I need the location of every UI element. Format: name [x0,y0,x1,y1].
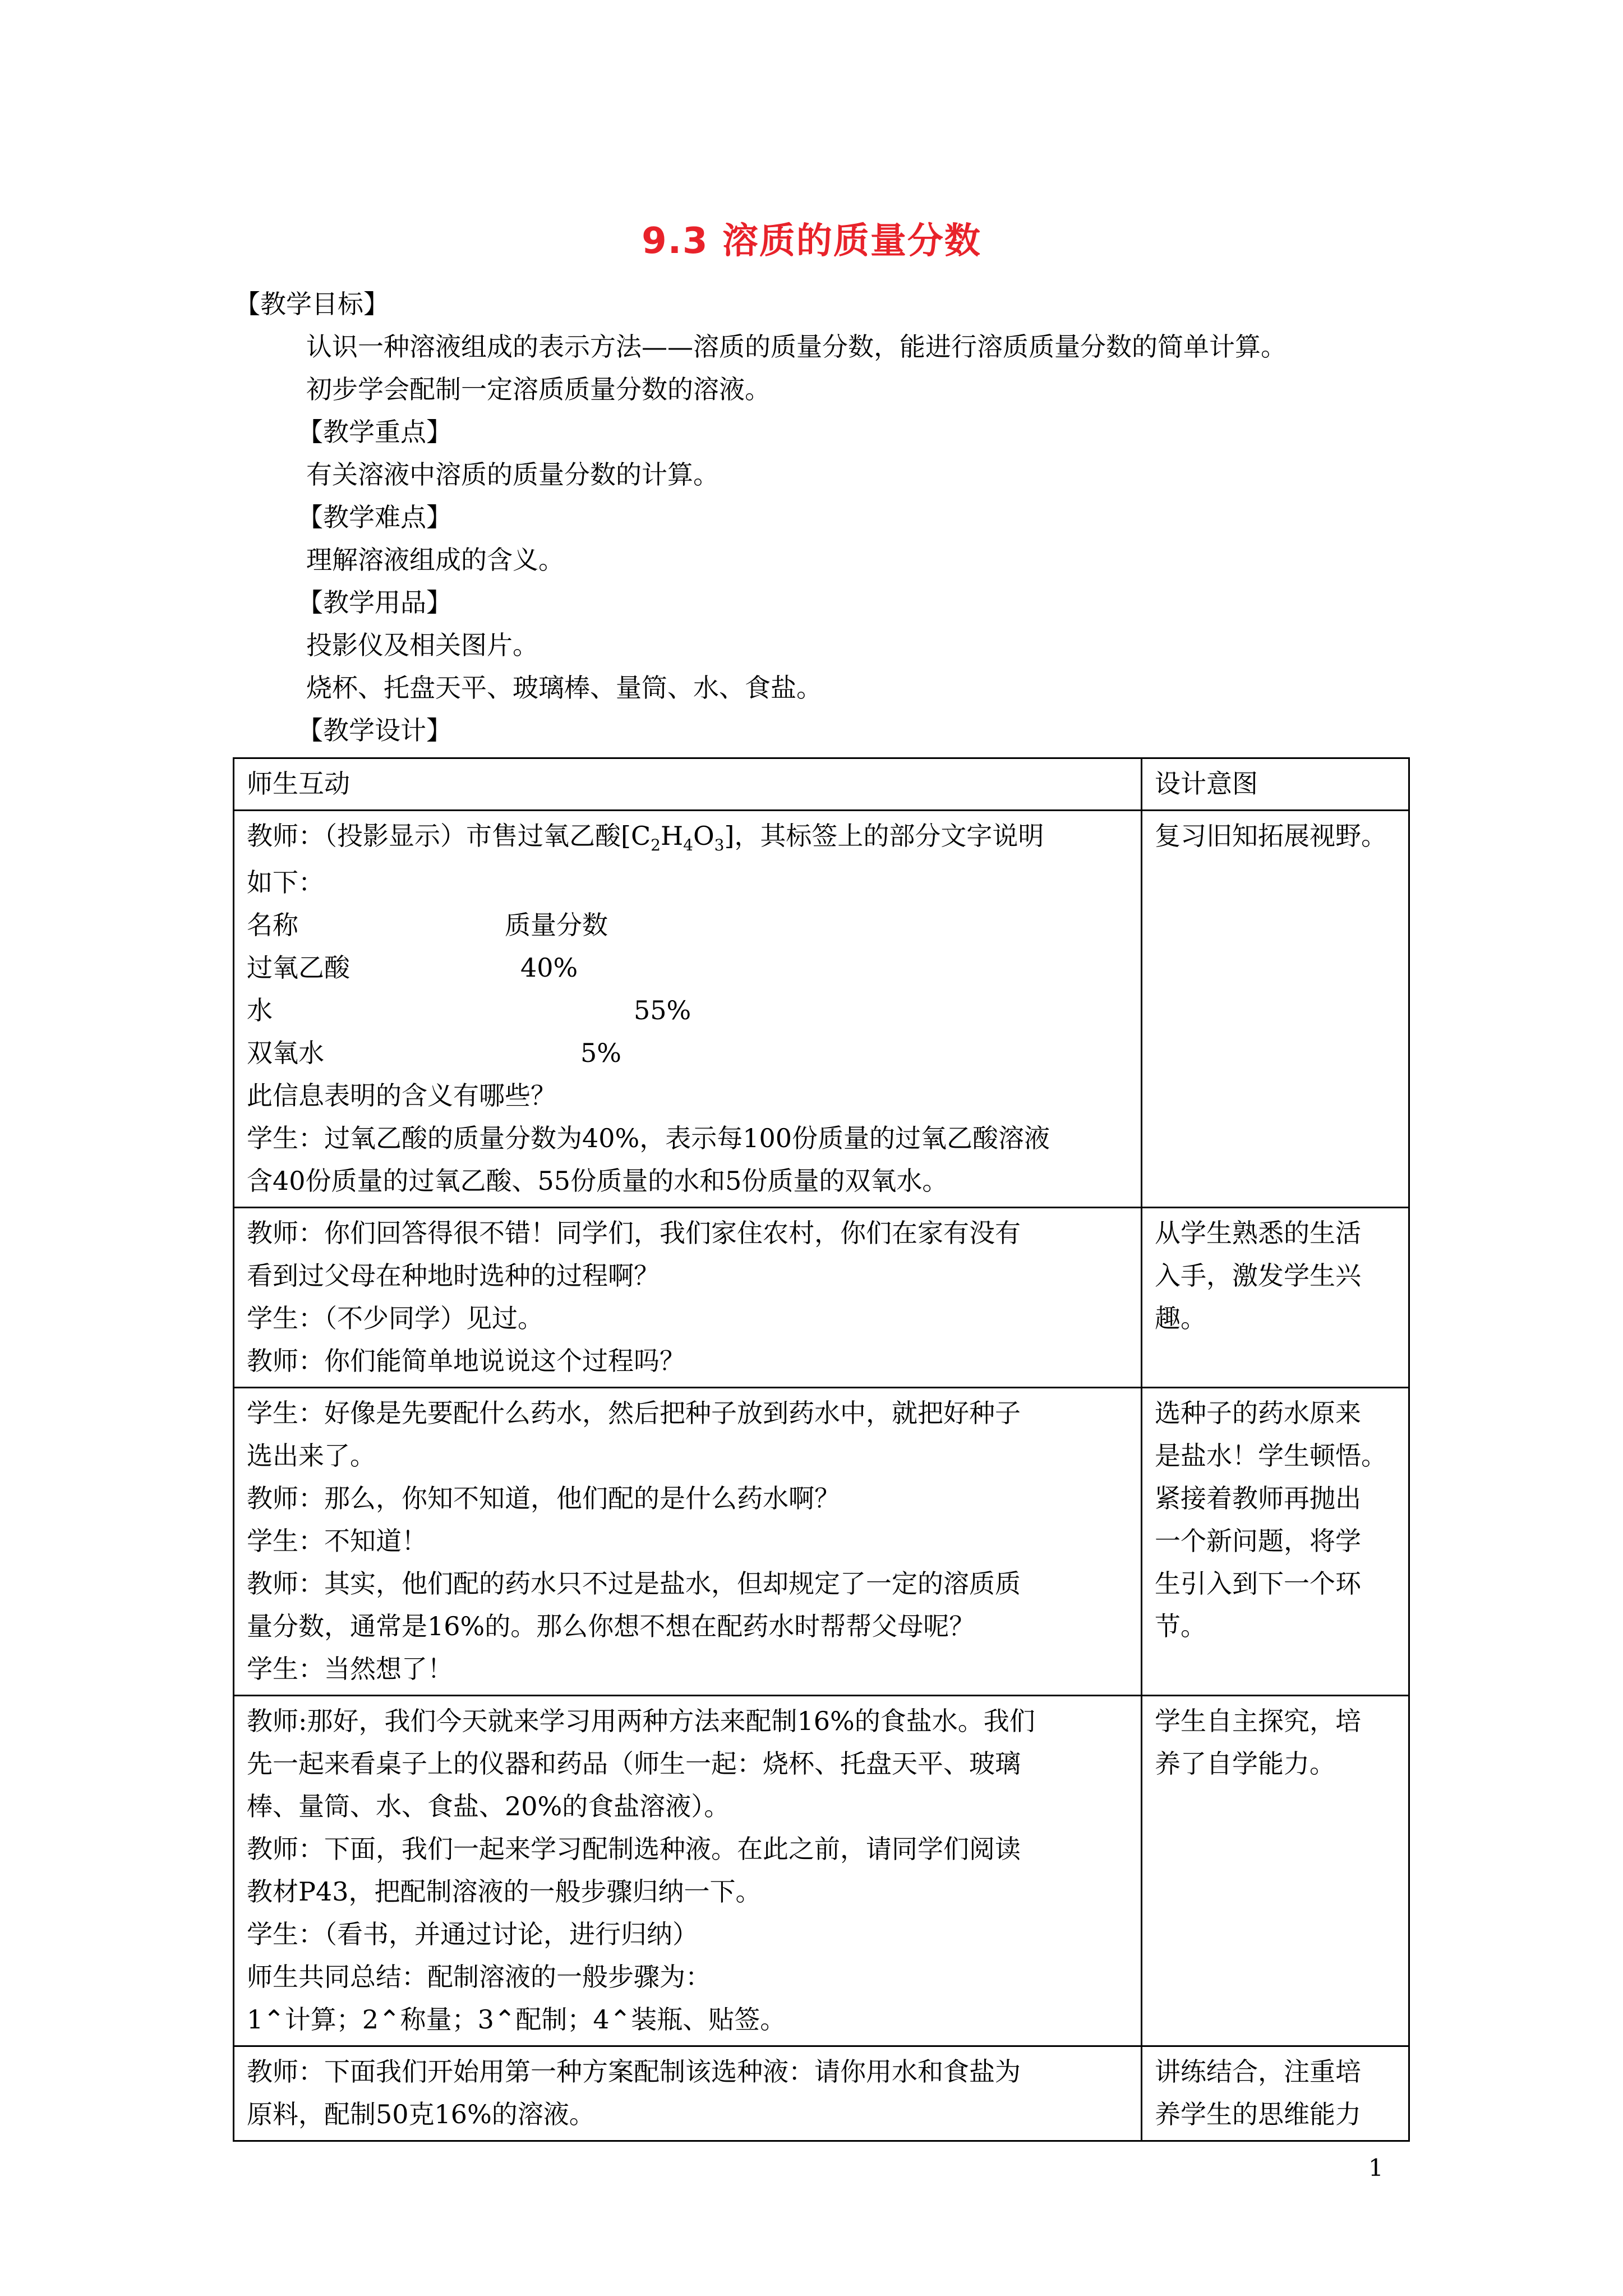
label-row: 名称 质量分数 [247,910,608,940]
materials-1: 投影仪及相关图片。 [306,630,538,660]
text-line: 含40份质量的过氧乙酸、55份质量的水和5份质量的双氧水。 [247,1166,948,1196]
intent-cell: 学生自主探究，培 养了自学能力。 [1142,1696,1409,2046]
header-interaction: 师生互动 [234,758,1142,811]
table-row [234,1388,1409,1696]
text-line: 学生：过氧乙酸的质量分数为40%，表示每100份质量的过氧乙酸溶液 [247,1123,1050,1153]
table-row [234,2046,1409,2141]
intent-cell: 讲练结合，注重培 养学生的思维能力 [1142,2046,1409,2141]
interaction-cell [234,811,1142,1208]
interaction-cell: 教师：下面我们开始用第一种方案配制该选种液：请你用水和食盐为 原料，配制50克16%的溶液。 [234,2046,1142,2141]
label-row: 过氧乙酸 40% [247,953,578,983]
difficulty-heading: 【教学难点】 [297,502,452,532]
page-number: 1 [1368,2154,1384,2182]
text-line: 教师：（投影显示）市售过氧乙酸$[C_2H_4O_3]$，其标签上的部分文字说明 [247,821,1044,854]
teaching-design-table [233,757,1410,2142]
header-intent: 设计意图 [1142,758,1409,811]
intent-cell: 从学生熟悉的生活 入手，激发学生兴 趣。 [1142,1208,1409,1388]
interaction-cell: 学生：好像是先要配什么药水，然后把种子放到药水中，就把好种子 选出来了。 教师：那么，你知不知道，他们配的是什么药水啊？ 学生：不知道！ 教师：其实，他们配的药水只不过是盐水，但却规定了一定的溶质质 量分数，通常是16%的。那么你想不想在配药水时帮帮父母呢？ 学生：当然想了！ [234,1388,1142,1696]
table-row [234,1208,1409,1388]
table-row [234,1696,1409,2046]
materials-heading: 【教学用品】 [297,587,452,618]
objective-2: 初步学会配制一定溶质质量分数的溶液。 [306,374,771,404]
interaction-cell: 教师:那好，我们今天就来学习用两种方法来配制16%的食盐水。我们 先一起来看桌子上的仪器和药品（师生一起：烧杯、托盘天平、玻璃 棒、量筒、水、食盐、20%的食盐溶液）。 教师：下面，我们一起来学习配制选种液。在此之前，请同学们阅读 教材P43，把配制溶液的一般步骤归纳一下。 学生：（看书，并通过讨论，进行归纳） 师生共同总结：配制溶液的一般步骤为： 1⌃计算；2⌃称量；3⌃配制；4⌃装瓶、贴签。 [234,1696,1142,2046]
text-line: 此信息表明的含义有哪些？ [247,1080,556,1111]
text-line: 如下： [247,867,324,898]
design-heading: 【教学设计】 [297,715,452,746]
table-header-row [234,758,1409,811]
objective-1: 认识一种溶液组成的表示方法——溶质的质量分数，能进行溶质质量分数的简单计算。 [306,332,1287,362]
key-heading: 【教学重点】 [297,417,452,447]
page-title: 9.3 溶质的质量分数 [642,220,981,262]
table-row [234,811,1409,1208]
label-row: 双氧水 5% [247,1038,621,1068]
difficulty-text: 理解溶液组成的含义。 [306,545,564,575]
materials-2: 烧杯、托盘天平、玻璃棒、量筒、水、食盐。 [306,673,822,703]
key-text: 有关溶液中溶质的质量分数的计算。 [306,459,719,490]
objectives-heading: 【教学目标】 [234,289,389,319]
intent-cell: 选种子的药水原来 是盐水！学生顿悟。 紧接着教师再抛出 一个新问题，将学 生引入到下一个环 节。 [1142,1388,1409,1696]
interaction-cell: 教师：你们回答得很不错！同学们，我们家住农村，你们在家有没有 看到过父母在种地时选种的过程啊？ 学生：（不少同学）见过。 教师：你们能简单地说说这个过程吗？ [234,1208,1142,1388]
label-row: 水 55% [247,995,691,1025]
intent-cell: 复习旧知拓展视野。 [1142,811,1409,1208]
